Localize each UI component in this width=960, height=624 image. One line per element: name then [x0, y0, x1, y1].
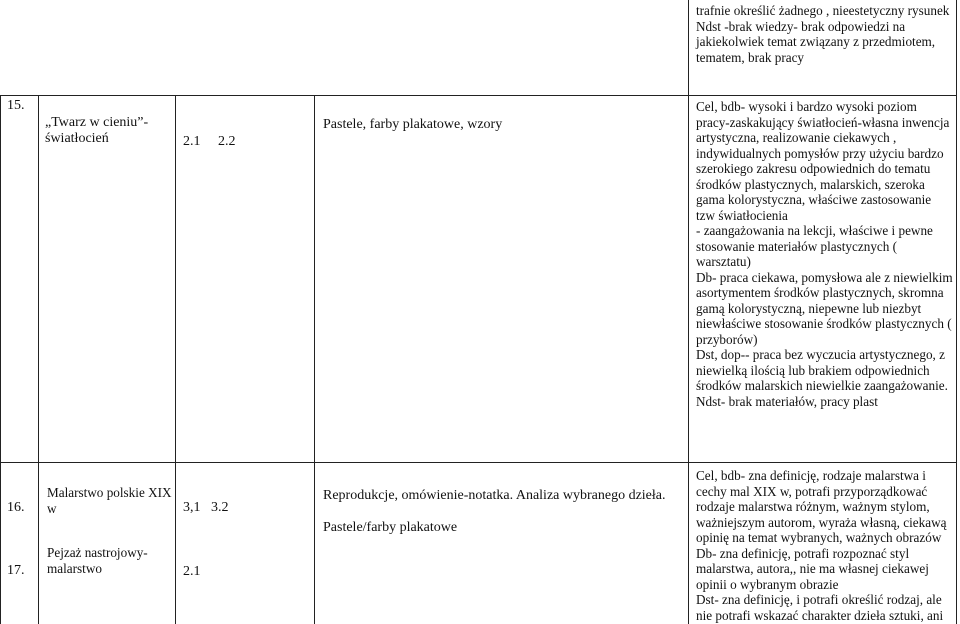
text-line: nie potrafi wskazać charakter dzieła sztuki, ani	[696, 607, 944, 623]
text-line: cechy mal XIX w, potrafi przyporządkować	[696, 483, 928, 499]
text-line: Cel, bdb- zna definicję, rodzaje malarstwa i	[696, 468, 926, 483]
text-line: Db- zna definicję, potrafi rozpoznać styl	[696, 545, 910, 561]
text-line: gamą kolorystyczną, niepewne lub niezbyt	[696, 300, 922, 316]
text-line: Pejzaż nastrojowy-	[47, 545, 148, 560]
text-line: jakiekolwiek temat związany z przedmiotem,	[696, 34, 936, 49]
text-line: - zaangażowania na lekcji, właściwe i pewne	[696, 223, 933, 238]
text-line: Cel, bdb- wysoki i bardzo wysoki poziom	[696, 99, 917, 114]
text-line: niewłaściwe stosowanie środków plastycznych (	[696, 316, 952, 331]
curriculum-standards: 3,1 3.2	[183, 500, 229, 515]
grid-line	[956, 0, 957, 624]
assessment-criteria	[696, 99, 953, 409]
text-line: opinii o wybranym obrazie	[696, 576, 839, 592]
text-line: Db- praca ciekawa, pomysłowa ale z niewielkim	[696, 269, 953, 285]
text-line: malarstwo	[47, 560, 102, 576]
text-line: „Twarz w cieniu”-	[45, 115, 149, 130]
text-line: Dst, dop-- praca bez wyczucia artystycznego, z	[696, 347, 945, 362]
grid-line	[688, 0, 689, 624]
curriculum-standards: 2.1 2.2	[183, 134, 236, 149]
text-line: malarstwa, autora,, nie ma własnej ciekawej	[696, 561, 929, 576]
text-line: Ndst- brak materiałów, pracy plast	[696, 393, 878, 409]
text-line: szerokiego zakresu odpowiednich do tematu	[696, 161, 931, 176]
criteria-continuation	[696, 3, 949, 65]
text-line: Malarstwo polskie XIX	[47, 485, 172, 500]
text-line: opinię na temat wybranych, ważnych obrazów	[696, 530, 942, 545]
lesson-topic	[45, 115, 148, 146]
lesson-materials: Reprodukcje, omówienie-notatka. Analiza wybranego dzieła.	[323, 488, 666, 503]
grid-line	[0, 95, 1, 624]
grid-line	[314, 95, 315, 624]
text-line: trafnie określić żadnego , nieestetyczny rysunek	[696, 3, 950, 18]
text-line: tematem, brak pracy	[696, 49, 805, 65]
text-line: artystyczna, realizowanie ciekawych ,	[696, 130, 897, 145]
text-line: Dst- zna definicję, i potrafi określić rodzaj, ale	[696, 592, 942, 607]
text-line: tzw światłocienia	[696, 207, 788, 223]
grid-line	[175, 95, 176, 624]
assessment-criteria	[696, 468, 946, 623]
lesson-materials: Pastele, farby plakatowe, wzory	[323, 117, 503, 132]
lesson-number: 17.	[7, 563, 25, 578]
text-line: gama kolorystyczna, właściwe zastosowanie	[696, 192, 932, 207]
lesson-number: 15.	[7, 98, 25, 113]
text-line: środków malarskich niewielkie zaangażowanie.	[696, 378, 948, 393]
text-line: pracy-zaskakujący światłocień-własna inwencja	[696, 114, 950, 130]
text-line: przyborów)	[696, 331, 758, 347]
lesson-number: 16.	[7, 500, 25, 515]
grid-line	[38, 95, 39, 624]
text-line: w	[47, 500, 57, 516]
text-line: warsztatu)	[696, 254, 751, 269]
text-line: Ndst -brak wiedzy- brak odpowiedzi na	[696, 18, 906, 34]
lesson-topic	[47, 485, 172, 516]
text-line: środków plastycznych, malarskich, szeroka	[696, 176, 925, 192]
text-line: niewielką ilością lub brakiem odpowiednich	[696, 362, 930, 378]
text-line: światłocień	[45, 130, 109, 146]
text-line: ważniejszym autorom, wyraża własną, ciekawą	[696, 514, 947, 530]
text-line: indywidualnych pomysłów przy użyciu bardzo	[696, 145, 944, 161]
grid-line	[0, 462, 957, 463]
grid-line	[0, 95, 957, 96]
curriculum-standards: 2.1	[183, 564, 201, 579]
text-line: rodzaje malarstwa różnym, ważnym stylom,	[696, 499, 930, 514]
lesson-materials: Pastele/farby plakatowe	[323, 520, 458, 535]
lesson-topic	[47, 545, 148, 576]
text-line: asortymentem środków plastycznych, skromna	[696, 285, 944, 300]
text-line: stosowanie materiałów plastycznych (	[696, 238, 898, 254]
